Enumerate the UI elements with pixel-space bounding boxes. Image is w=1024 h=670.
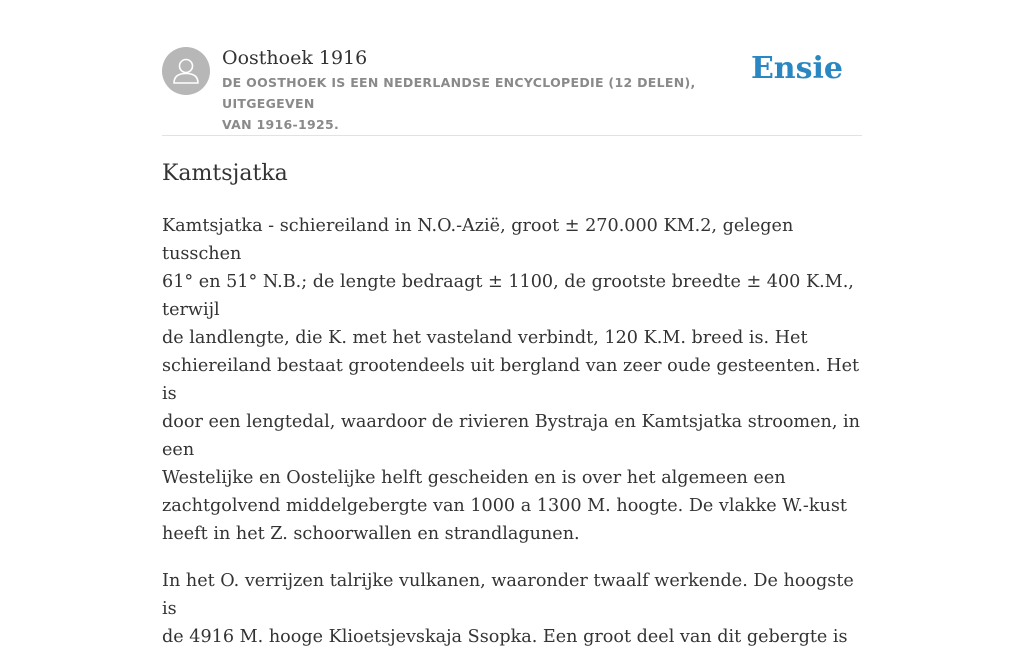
article-title: Kamtsjatka	[162, 161, 288, 186]
page	[162, 0, 862, 647]
source-header	[162, 0, 862, 136]
source-description: DE OOSTHOEK IS EEN NEDERLANDSE ENCYCLOPEDIE (12 DELEN), UITGEGEVEN VAN 1916-1925.	[222, 75, 696, 132]
article-paragraph: In het O. verrijzen talrijke vulkanen, waaronder twaalf werkende. De hoogste is de 4916 M. hooge Klioetsjevskaja Ssopka. Een groot deel van dit gebergte is	[162, 571, 854, 647]
source-avatar[interactable]	[162, 47, 210, 95]
ensie-logo-link[interactable]: Ensie	[750, 51, 843, 86]
article-body	[162, 212, 862, 670]
user-icon	[162, 47, 210, 95]
article-paragraph: Kamtsjatka - schiereiland in N.O.-Azië, groot ± 270.000 KM.2, gelegen tusschen 61° en 51° N.B.; de lengte bedraagt ± 1100, de grootste breedte ± 400 K.M., terwijl de landlengte, die K. met het vasteland verbindt, 120 K.M. breed is. Het schiereiland bestaat grootendeels uit bergland van zeer oude gesteenten. Het is door een lengtedal, waardoor de rivieren Bystraja en Kamtsjatka stroomen, in een Westelijke en Oostelijke helft gescheiden en is over het algemeen een zachtgolvend middelgebergte van 1000 a 1300 M. hoogte. De vlakke W.-kust heeft in het Z. schoorwallen en strandlagunen.	[162, 216, 860, 544]
source-title-link[interactable]: Oosthoek 1916	[222, 47, 368, 69]
